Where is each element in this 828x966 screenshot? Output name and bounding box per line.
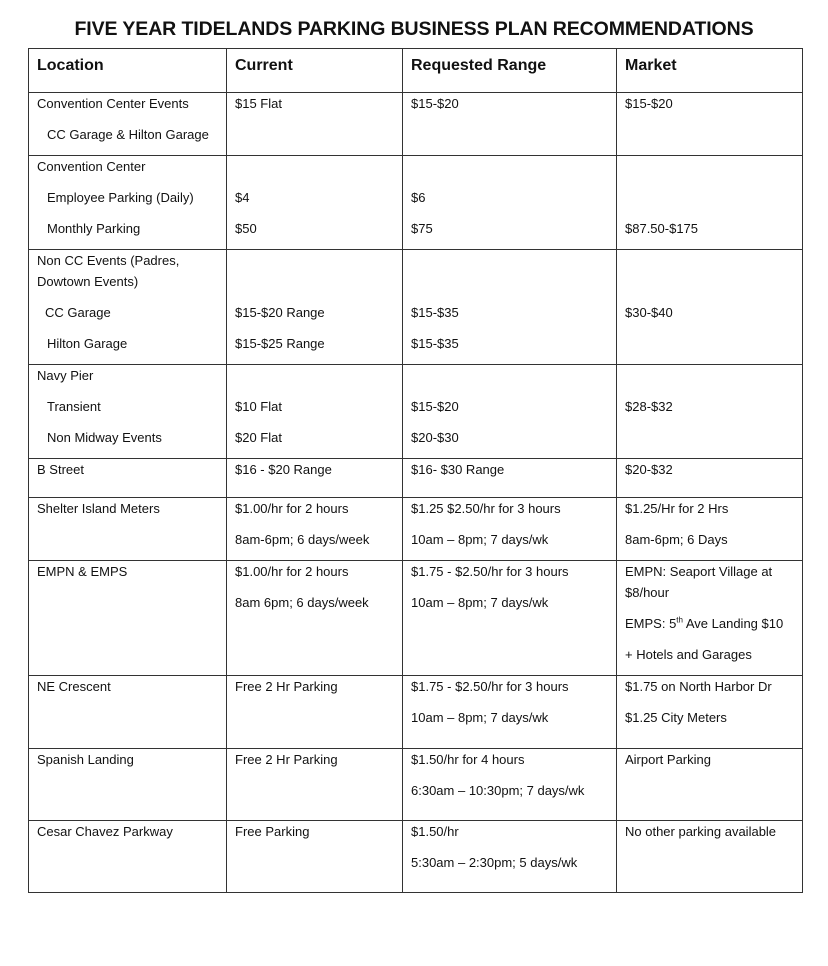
cell-current: $16 - $20 Range xyxy=(227,459,403,498)
table-row xyxy=(29,498,803,561)
cell-current: Free Parking xyxy=(227,821,403,893)
recommendations-table xyxy=(28,48,803,893)
column-header-location: Location xyxy=(29,49,227,93)
cell-location: B Street xyxy=(29,459,227,498)
cell-requested: $15-$20 $20-$30 xyxy=(403,365,617,459)
table-row xyxy=(29,749,803,821)
table-row xyxy=(29,250,803,365)
table-header-row xyxy=(29,49,803,93)
cell-requested: $1.50/hr for 4 hours 6:30am – 10:30pm; 7 days/wk xyxy=(403,749,617,821)
cell-location: Convention Center Events CC Garage & Hilton Garage xyxy=(29,93,227,156)
table-row xyxy=(29,676,803,749)
cell-market: EMPN: Seaport Village at $8/hour EMPS: 5th Ave Landing $10 + Hotels and Garages xyxy=(617,561,803,676)
cell-requested: $15-$20 xyxy=(403,93,617,156)
cell-current: $15 Flat xyxy=(227,93,403,156)
cell-current: Free 2 Hr Parking xyxy=(227,676,403,749)
cell-current: Free 2 Hr Parking xyxy=(227,749,403,821)
cell-current: $15-$20 Range $15-$25 Range xyxy=(227,250,403,365)
cell-current: $10 Flat $20 Flat xyxy=(227,365,403,459)
cell-requested: $6 $75 xyxy=(403,156,617,250)
cell-requested: $16- $30 Range xyxy=(403,459,617,498)
cell-market: $30-$40 xyxy=(617,250,803,365)
cell-requested: $1.75 - $2.50/hr for 3 hours 10am – 8pm; 7 days/wk xyxy=(403,676,617,749)
cell-requested: $15-$35 $15-$35 xyxy=(403,250,617,365)
cell-location: Shelter Island Meters xyxy=(29,498,227,561)
cell-market: $1.75 on North Harbor Dr $1.25 City Meters xyxy=(617,676,803,749)
table-row xyxy=(29,561,803,676)
cell-market: Airport Parking xyxy=(617,749,803,821)
cell-current: $1.00/hr for 2 hours 8am 6pm; 6 days/week xyxy=(227,561,403,676)
cell-requested: $1.25 $2.50/hr for 3 hours 10am – 8pm; 7 days/wk xyxy=(403,498,617,561)
table-row xyxy=(29,156,803,250)
cell-market: No other parking available xyxy=(617,821,803,893)
cell-market: $28-$32 xyxy=(617,365,803,459)
cell-current: $4 $50 xyxy=(227,156,403,250)
cell-requested: $1.75 - $2.50/hr for 3 hours 10am – 8pm; 7 days/wk xyxy=(403,561,617,676)
cell-location: Non CC Events (Padres, Dowtown Events) CC Garage Hilton Garage xyxy=(29,250,227,365)
table-row xyxy=(29,459,803,498)
cell-location: Navy Pier Transient Non Midway Events xyxy=(29,365,227,459)
table-row xyxy=(29,365,803,459)
cell-market: $87.50-$175 xyxy=(617,156,803,250)
table-row xyxy=(29,821,803,893)
column-header-current: Current xyxy=(227,49,403,93)
page-title: FIVE YEAR TIDELANDS PARKING BUSINESS PLAN RECOMMENDATIONS xyxy=(74,18,754,40)
cell-location: Cesar Chavez Parkway xyxy=(29,821,227,893)
column-header-requested-range: Requested Range xyxy=(403,49,617,93)
cell-location: Convention Center Employee Parking (Daily) Monthly Parking xyxy=(29,156,227,250)
cell-location: EMPN & EMPS xyxy=(29,561,227,676)
column-header-market: Market xyxy=(617,49,803,93)
cell-location: Spanish Landing xyxy=(29,749,227,821)
cell-market: $1.25/Hr for 2 Hrs 8am-6pm; 6 Days xyxy=(617,498,803,561)
cell-market: $20-$32 xyxy=(617,459,803,498)
cell-current: $1.00/hr for 2 hours 8am-6pm; 6 days/week xyxy=(227,498,403,561)
cell-market: $15-$20 xyxy=(617,93,803,156)
cell-requested: $1.50/hr 5:30am – 2:30pm; 5 days/wk xyxy=(403,821,617,893)
cell-location: NE Crescent xyxy=(29,676,227,749)
table-row xyxy=(29,93,803,156)
